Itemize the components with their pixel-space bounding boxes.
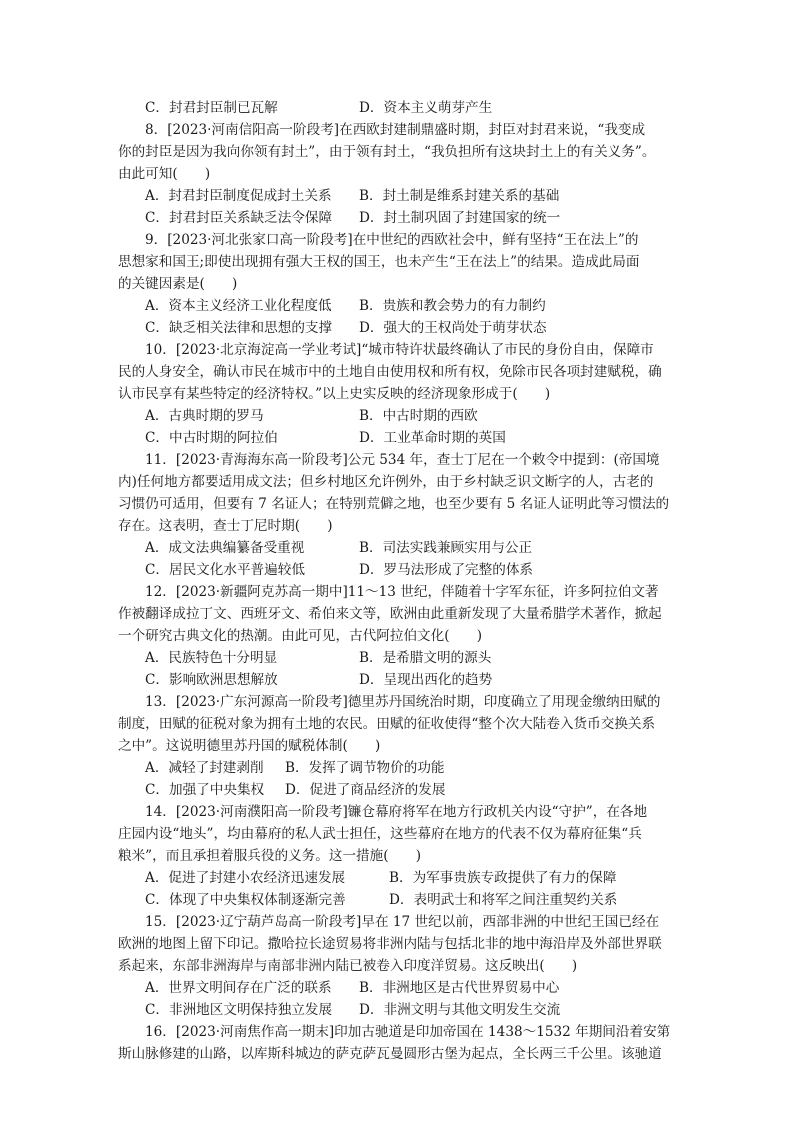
question-10-stem-line-3: 认市民享有某些特定的经济特权。”以上史实反映的经济现象形成于( ) — [118, 386, 551, 402]
option-d: D．强大的王权尚处于萌芽状态 — [359, 320, 547, 336]
option-c: C．影响欧洲思想解放 — [145, 672, 278, 688]
question-12-stem-line-2: 作被翻译成拉丁文、西班牙文、希伯来文等，欧洲由此重新发现了大量希腊学术著作，掀起 — [118, 606, 662, 622]
question-14-option-row — [145, 888, 794, 908]
option-a: A．民族特色十分明显 — [145, 650, 278, 666]
option-d: D．工业革命时期的英国 — [359, 430, 506, 446]
option-a: A．成文法典编纂备受重视 — [145, 540, 305, 556]
option-d: D．封土制巩固了封建国家的统一 — [359, 210, 561, 226]
question-12-stem-line-1: 12．[2023·新疆阿克苏高一期中]11～13 世纪，伴随着十字军东征，许多阿拉伯文著 — [145, 584, 659, 600]
option-a: A．资本主义经济工业化程度低 — [145, 298, 332, 314]
question-15-stem-line-2: 欧洲的地图上留下印记。撒哈拉长途贸易将非洲内陆与包括北非的地中海沿岸及外部世界联 — [118, 936, 662, 952]
option-b: B．贵族和教会势力的有力制约 — [359, 298, 546, 314]
question-14-option-row — [145, 866, 794, 886]
intro-option-row — [145, 96, 794, 116]
option-b: B．中古时期的西欧 — [359, 408, 478, 424]
question-11-stem-line-4: 存在。这表明，查士丁尼时期( ) — [118, 518, 333, 534]
question-11-stem-line-1: 11．[2023·青海海东高一阶段考]公元 534 年，查士丁尼在一个敕令中提到：(帝国境 — [145, 452, 660, 468]
question-13-stem-line-3: 之中”。这说明德里苏丹国的赋税体制( ) — [118, 738, 381, 754]
question-11-stem-line-3: 习惯仍可适用，但要有 7 名证人；在特别荒僻之地，也至少要有 5 名证人证明此等习惯法的 — [118, 496, 670, 512]
question-15-stem-line-3: 系起来，东部非洲海岸与南部非洲内陆已被卷入印度洋贸易。这反映出( ) — [118, 958, 578, 974]
question-9-option-row — [145, 316, 794, 336]
question-8-stem-line-3: 由此可知( ) — [118, 166, 211, 182]
question-14-stem-line-2: 庄园内设“地头”，均由幕府的私人武士担任，这些幕府在地方的代表不仅为幕府征集“兵 — [118, 826, 642, 842]
question-11-stem-line-2: 内)任何地方都要适用成文法；但乡村地区允许例外，由于乡村缺乏识文断字的人，古老的 — [118, 474, 654, 490]
question-8-option-row — [145, 184, 794, 204]
question-8-stem-line-1: 8．[2023·河南信阳高一阶段考]在西欧封建制鼎盛时期，封臣对封君来说，“我变成 — [145, 122, 646, 138]
question-9-stem-line-1: 9．[2023·河北张家口高一阶段考]在中世纪的西欧社会中，鲜有坚持“王在法上”的 — [145, 232, 639, 248]
option-a: A．促进了封建小农经济迅速发展 — [145, 870, 346, 886]
option-c: C．体现了中央集权体制逐渐完善 — [145, 892, 346, 908]
option-c: C．封君封臣关系缺乏法令保障 — [145, 210, 333, 226]
question-13-stem-line-2: 制度，田赋的征税对象为拥有土地的农民。田赋的征收使得“整个次大陆卷入货币交换关系 — [118, 716, 656, 732]
question-10-stem-line-2: 民的人身安全，确认市民在城市中的土地自由使用权和所有权，免除市民各项封建赋税，确 — [118, 364, 662, 380]
option-d: D．表明武士和将军之间注重契约关系 — [389, 892, 618, 908]
option-b: B．封土制是维系封建关系的基础 — [359, 188, 560, 204]
option-a: A．古典时期的罗马 — [145, 408, 264, 424]
option-d: D．罗马法形成了完整的体系 — [359, 562, 534, 578]
option-c: C．非洲地区文明保持独立发展 — [145, 1002, 333, 1018]
option-b: B．为军事贵族专政提供了有力的保障 — [389, 870, 617, 886]
option-d: D．非洲文明与其他文明发生交流 — [359, 1002, 561, 1018]
question-11-option-row — [145, 536, 794, 556]
option-d: D．资本主义萌芽产生 — [359, 100, 493, 116]
question-12-stem-line-3: 一个研究古典文化的热潮。由此可见，古代阿拉伯文化( ) — [118, 628, 483, 644]
question-13-option-row — [145, 778, 794, 798]
question-15-option-row — [145, 998, 794, 1018]
option-b: B．非洲地区是古代世界贸易中心 — [359, 980, 560, 996]
option-b: B．是希腊文明的源头 — [359, 650, 492, 666]
question-10-option-row — [145, 426, 794, 446]
option-a: A．世界文明间存在广泛的联系 — [145, 980, 332, 996]
question-14-stem-line-1: 14．[2023·河南濮阳高一阶段考]镰仓幕府将军在地方行政机关内设“守护”，在各地 — [145, 804, 648, 820]
question-11-option-row — [145, 558, 794, 578]
option-c: C．缺乏相关法律和思想的支撑 — [145, 320, 333, 336]
question-16-stem-line-2: 斯山脉修建的山路，以库斯科城边的萨克萨瓦曼圆形古堡为起点，全长两三千公里。该驰道 — [118, 1046, 662, 1062]
option-a: A．封君封臣制度促成封土关系 — [145, 188, 332, 204]
option-d: D．呈现出西化的趋势 — [359, 672, 493, 688]
question-8-option-row — [145, 206, 794, 226]
question-10-stem-line-1: 10．[2023·北京海淀高一学业考试]“城市特许状最终确认了市民的身份自由，保障市 — [145, 342, 654, 358]
question-16-stem-line-1: 16．[2023·河南焦作高一期末]印加古驰道是印加帝国在 1438～1532 年期间沿着安第 — [145, 1024, 671, 1040]
question-12-option-row — [145, 668, 794, 688]
question-14-stem-line-3: 粮米”，而且承担着服兵役的义务。这一措施( ) — [118, 848, 422, 864]
option-b: B．发挥了调节物价的功能 — [285, 760, 445, 776]
question-15-option-row — [145, 976, 794, 996]
question-13-stem-line-1: 13．[2023·广东河源高一阶段考]德里苏丹国统治时期，印度确立了用现金缴纳田赋的 — [145, 694, 661, 710]
option-a: A．减轻了封建剥削 — [145, 760, 264, 776]
question-9-option-row — [145, 294, 794, 314]
question-13-option-row — [145, 756, 794, 776]
question-9-stem-line-2: 思想家和国王;即使出现拥有强大王权的国王，也未产生“王在法上”的结果。造成此局面 — [118, 254, 640, 270]
option-b: B．司法实践兼顾实用与公正 — [359, 540, 533, 556]
question-8-stem-line-2: 你的封臣是因为我向你领有封土”，由于领有封土，“我负担所有这块封土上的有关义务”。 — [118, 144, 656, 160]
question-9-stem-line-3: 的关键因素是( ) — [118, 276, 238, 292]
question-12-option-row — [145, 646, 794, 666]
question-10-option-row — [145, 404, 794, 424]
option-d: D．促进了商品经济的发展 — [285, 782, 446, 798]
question-15-stem-line-1: 15．[2023·辽宁葫芦岛高一阶段考]早在 17 世纪以前，西部非洲的中世纪王国已经在 — [145, 914, 660, 930]
option-c: C．封君封臣制已瓦解 — [145, 100, 278, 116]
option-c: C．中古时期的阿拉伯 — [145, 430, 278, 446]
option-c: C．加强了中央集权 — [145, 782, 265, 798]
option-c: C．居民文化水平普遍较低 — [145, 562, 305, 578]
